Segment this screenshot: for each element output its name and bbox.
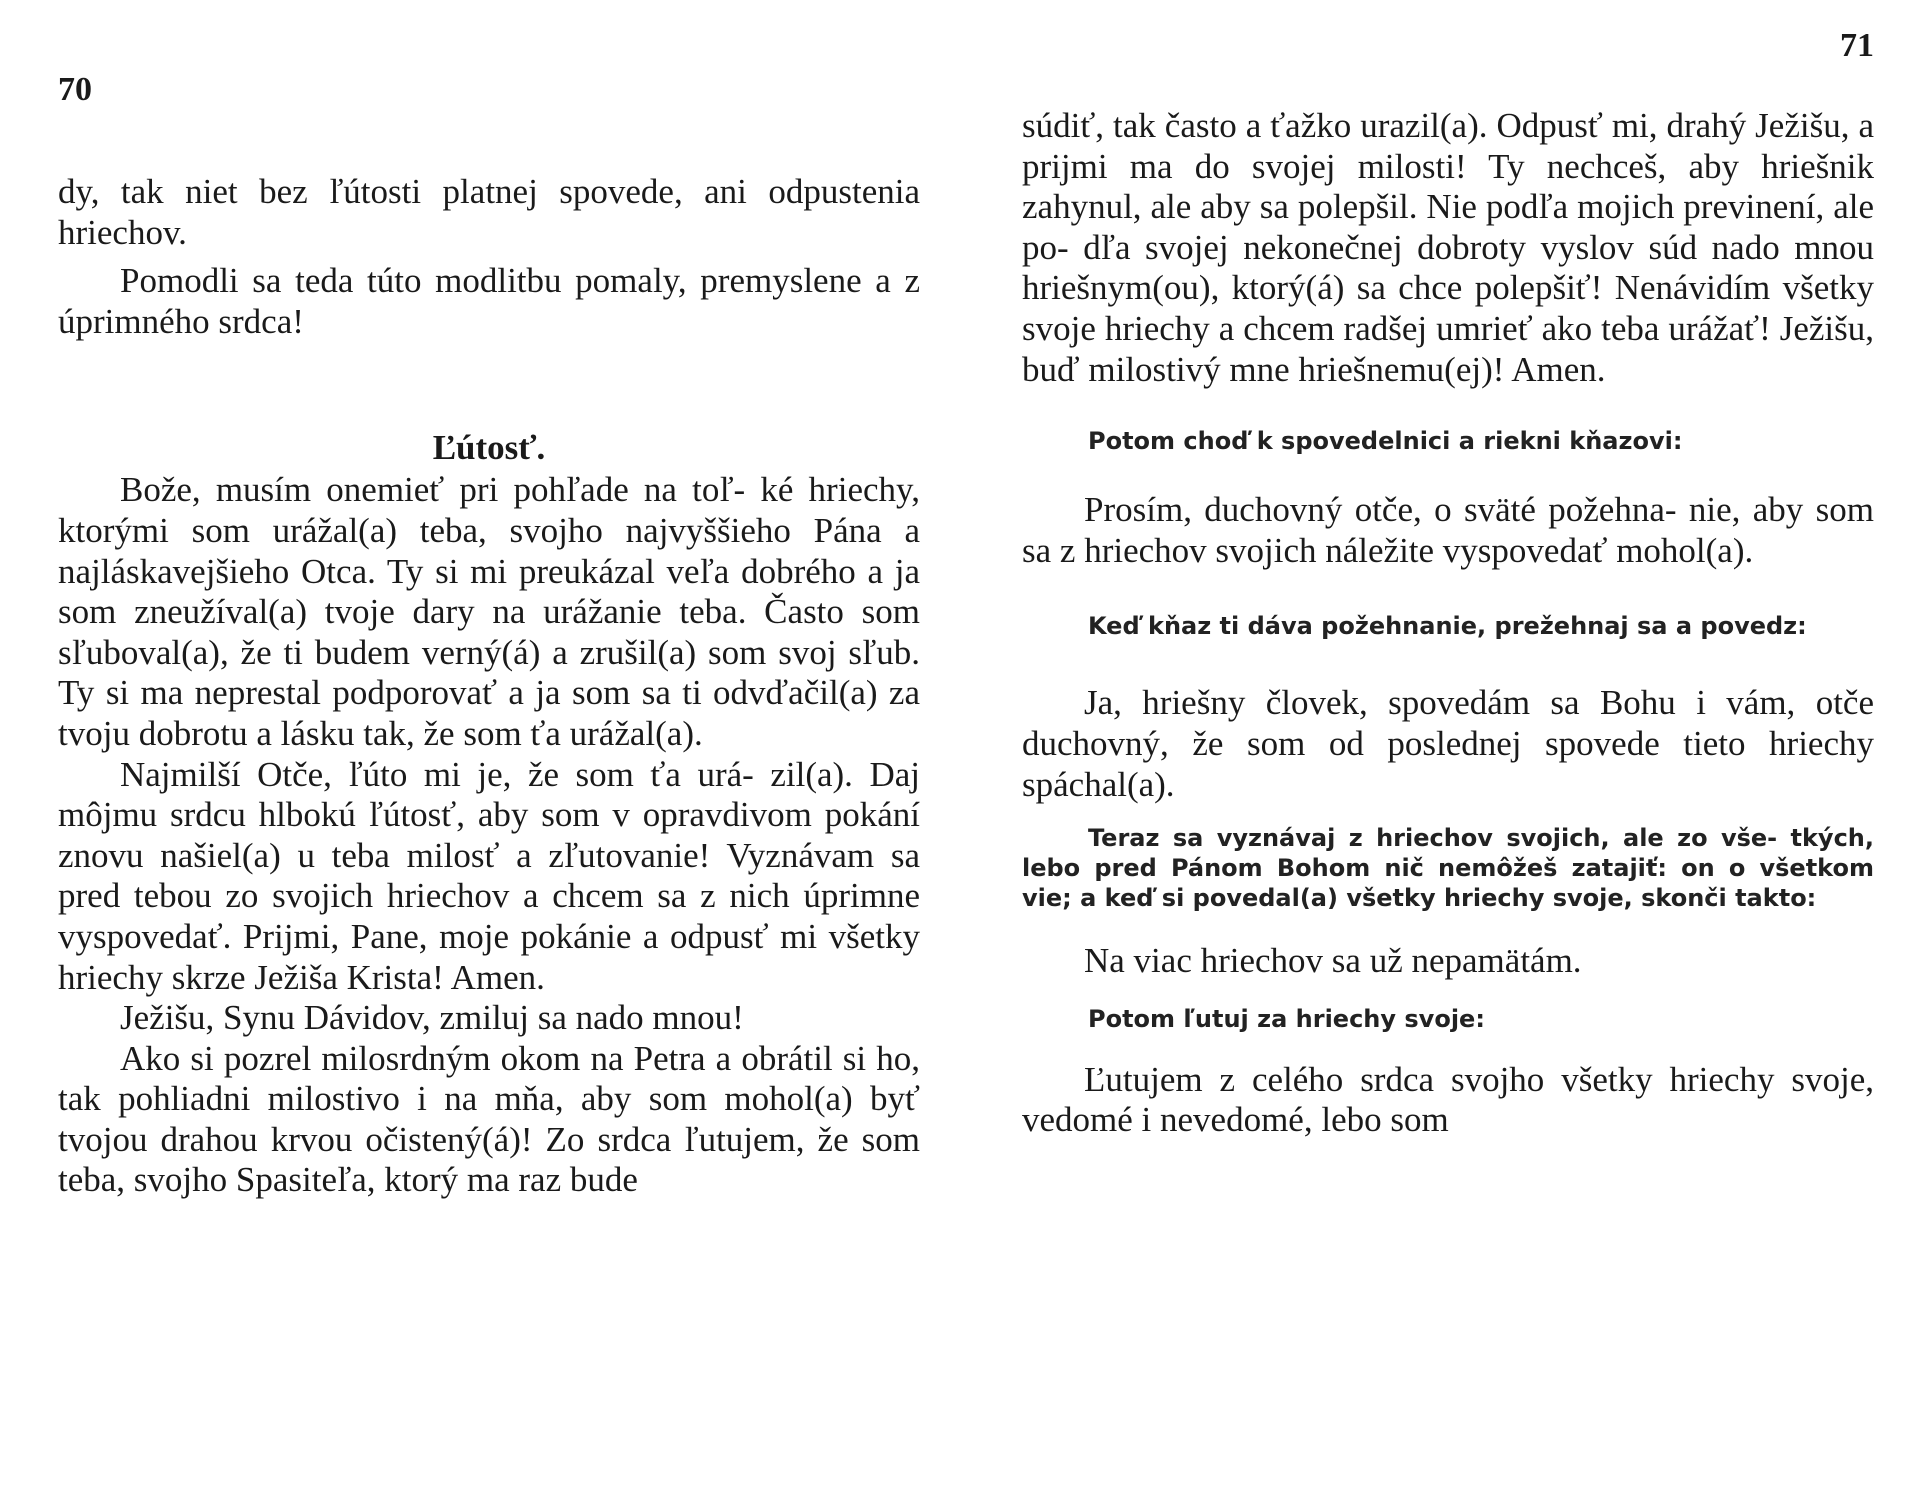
prayer-confession-opening: Ja, hriešny človek, spovedám sa Bohu i vám, otče duchovný, že som od poslednej spovede tieto hriechy spáchal(a).	[1022, 683, 1874, 804]
contrition-paragraph-1: Bože, musím onemieť pri pohľade na toľ- ké hriechy, ktorými som urážal(a) teba, svojho najvyššieho Pána a najláskavejšieho Otca. Ty si mi preukázal veľa dobrého a ja som zneužíval(a) tvoje dary na urážanie teba. Často som sľuboval(a), že ti budem verný(á) a zrušil(a) som svoj sľub. Ty si ma neprestal podporovať a ja som sa ti odvďačil(a) za tvoju dobrotu a lásku tak, že som ťa urážal(a).	[58, 470, 920, 753]
section-title-contrition: Ľútosť.	[432, 428, 546, 468]
contrition-paragraph-4: Ako si pozrel milosrdným okom na Petra a obrátil si ho, tak pohliadni milostivo i na mňa, aby som mohol(a) byť tvojou drahou krvou očistený(á)! Zo srdca ľutujem, že som teba, svojho Spasiteľa, ktorý ma raz bude	[58, 1038, 920, 1200]
prayer-confession-closing: Na viac hriechov sa už nepamätám.	[1084, 941, 1582, 981]
instruction-confess-all: Teraz sa vyznávaj z hriechov svojich, ale zo vše- tkých, lebo pred Pánom Bohom nič nemôžeš zatajiť: on o všetkom vie; a keď si povedal(a) všetky hriechy svoje, skonči takto:	[1022, 824, 1874, 913]
page-number-left: 70	[58, 71, 92, 108]
right-page	[956, 0, 1912, 1500]
intro-paragraph-1: dy, tak niet bez ľútosti platnej spovede, ani odpustenia hriechov.	[58, 172, 920, 252]
contrition-paragraph-3: Ježišu, Synu Dávidov, zmiluj sa nado mnou!	[120, 998, 744, 1038]
intro-paragraph-2: Pomodli sa teda túto modlitbu pomaly, premyslene a z úprimného srdca!	[58, 261, 920, 341]
instruction-confessional: Potom choď k spovedelnici a riekni kňazovi:	[1088, 427, 1683, 456]
instruction-blessing: Keď kňaz ti dáva požehnanie, prežehnaj sa a povedz:	[1088, 612, 1807, 641]
contrition-paragraph-2: Najmilší Otče, ľúto mi je, že som ťa urá- zil(a). Daj môjmu srdcu hlbokú ľútosť, aby som v opravdivom pokání znovu našiel(a) u teba milosť a zľutovanie! Vyznávam sa pred tebou zo svojich hriechov a chcem sa z nich úprimne vyspovedať. Prijmi, Pane, moje pokánie a odpusť mi všetky hriechy skrze Ježiša Krista! Amen.	[58, 754, 920, 997]
page-number-right: 71	[1840, 27, 1874, 64]
instruction-repent: Potom ľutuj za hriechy svoje:	[1088, 1004, 1485, 1033]
prayer-repentance: Ľutujem z celého srdca svojho všetky hriechy svoje, vedomé i nevedomé, lebo som	[1022, 1059, 1874, 1140]
prayer-blessing-request: Prosím, duchovný otče, o sväté požehna- nie, aby som sa z hriechov svojich náležite vyspovedať mohol(a).	[1022, 490, 1874, 570]
continuation-paragraph: súdiť, tak často a ťažko urazil(a). Odpusť mi, drahý Ježišu, a prijmi ma do svojej milosti! Ty nechceš, aby hriešnik zahynul, ale aby sa polepšil. Nie podľa mojich previnení, ale po- dľa svojej nekonečnej dobroty vyslov súd nado mnou hriešnym(ou), ktorý(á) sa chce polepšiť! Nenávidím všetky svoje hriechy a chcem radšej umrieť ako teba urážať! Ježišu, buď milostivý mne hriešnemu(ej)! Amen.	[1022, 106, 1874, 389]
